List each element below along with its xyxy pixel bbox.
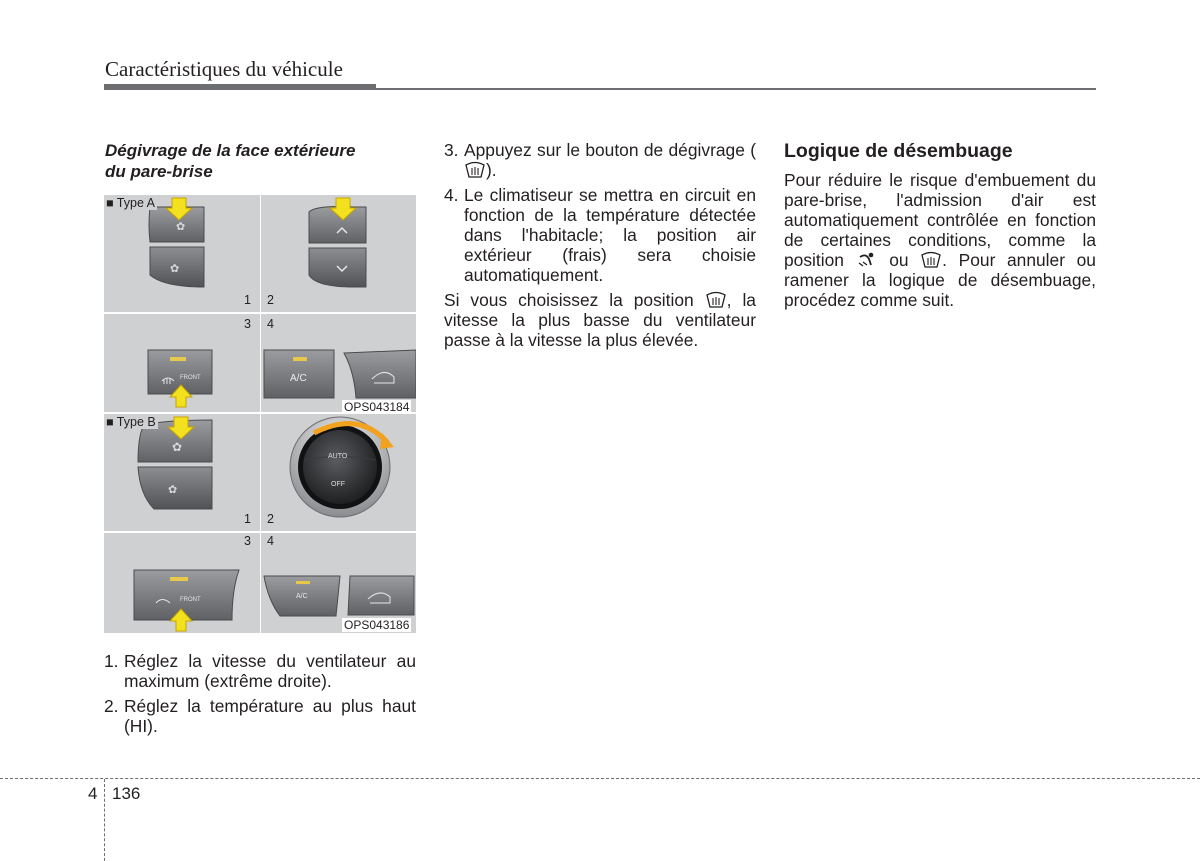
knob-auto-label: AUTO: [328, 453, 348, 460]
footer-rule: [0, 778, 1200, 779]
divider: [260, 312, 261, 412]
step-text: Réglez la température au plus haut (HI).: [124, 696, 416, 736]
temperature-buttons-a: [309, 207, 366, 287]
para-text: Pour réduire le risque d'embuement du pare-brise, l'admission d'air est automatiquement contrôlée en fonction de certaines conditions, comme la position: [784, 170, 1096, 270]
header-rule-thin: [376, 88, 1096, 90]
windshield-defrost-icon: [464, 161, 486, 179]
step-4: [444, 185, 756, 285]
ac-button-label: A/C: [290, 373, 307, 384]
section-subheading: [105, 140, 405, 182]
footer-vertical-rule: [104, 779, 105, 861]
ac-button-label-b: A/C: [296, 593, 308, 600]
climate-control-figure: [104, 195, 416, 633]
step-number: 3.: [444, 140, 459, 160]
quadrant-number: 2: [267, 293, 274, 307]
step-2: [104, 696, 416, 736]
type-a-label: ■ Type A: [106, 196, 156, 210]
step-text: Réglez la vitesse du ventilateur au maximum (extrême droite).: [124, 651, 416, 691]
temperature-knob-b: [290, 417, 394, 517]
quadrant-number: 1: [244, 512, 251, 526]
page-header-title: Caractéristiques du véhicule: [105, 57, 343, 81]
quadrant-number: 1: [244, 293, 251, 307]
quadrant-number: 4: [267, 534, 274, 548]
subheading-line-2: du pare-brise: [105, 162, 213, 181]
quadrant-number: 3: [244, 534, 251, 548]
windshield-defrost-icon: [920, 251, 942, 269]
quadrant-number: 2: [267, 512, 274, 526]
middle-column: [444, 140, 756, 350]
windshield-defrost-icon: [705, 291, 727, 309]
divider: [260, 195, 261, 312]
fan-speed-buttons-a: [149, 207, 204, 287]
front-defrost-button-b: [134, 570, 239, 620]
right-paragraph: [784, 170, 1096, 310]
recirculation-button-a: [344, 350, 416, 398]
page-number: 136: [112, 784, 141, 803]
step-text-before: Appuyez sur le bouton de dégivrage (: [464, 140, 756, 160]
quadrant-number: 3: [244, 317, 251, 331]
fan-low-icon-b: ✿: [168, 483, 178, 496]
front-button-label: FRONT: [180, 375, 201, 381]
para-text-before: Si vous choisissez la position: [444, 290, 694, 310]
step-number: 1.: [104, 651, 119, 671]
divider: [104, 531, 416, 533]
subheading-line-1: Dégivrage de la face extérieure: [105, 141, 356, 160]
quadrant-number: 4: [267, 317, 274, 331]
chapter-number: 4: [88, 784, 98, 803]
section-title: Logique de désembuage: [784, 140, 1013, 162]
figure-code-b: OPS043186: [344, 618, 410, 632]
para-text: . Pour annuler ou ramener la logique de désembuage, procédez comme suit.: [784, 250, 1096, 310]
figure-code-a: OPS043184: [344, 400, 410, 414]
type-b-label: ■ Type B: [106, 415, 156, 429]
fan-high-icon-b: ✿: [172, 440, 183, 454]
para-text-after: , la vitesse la plus basse du ventilateur passe à la vitesse la plus élevée.: [444, 290, 756, 350]
fan-high-icon: ✿: [176, 220, 186, 233]
step-1: [104, 651, 416, 691]
floor-defrost-icon: [856, 251, 878, 269]
para-or: ou: [889, 250, 909, 270]
recirculation-button-b: [348, 576, 414, 615]
knob-off-label: OFF: [331, 481, 345, 488]
fan-note-paragraph: [444, 290, 756, 350]
front-button-label-b: FRONT: [180, 597, 201, 603]
divider: [104, 312, 416, 314]
step-number: 4.: [444, 185, 459, 205]
step-number: 2.: [104, 696, 119, 716]
header-rule-thick: [104, 84, 376, 90]
step-3: [444, 140, 756, 180]
step-text: Le climatiseur se mettra en circuit en fonction de la température détectée dans l'habitacle; la position air extérieur (frais) sera choisie automatiquement.: [464, 185, 756, 285]
fan-low-icon: ✿: [170, 262, 180, 275]
step-text-after: ).: [486, 160, 497, 180]
left-steps: [104, 651, 416, 741]
divider: [260, 414, 261, 531]
divider: [260, 531, 261, 633]
